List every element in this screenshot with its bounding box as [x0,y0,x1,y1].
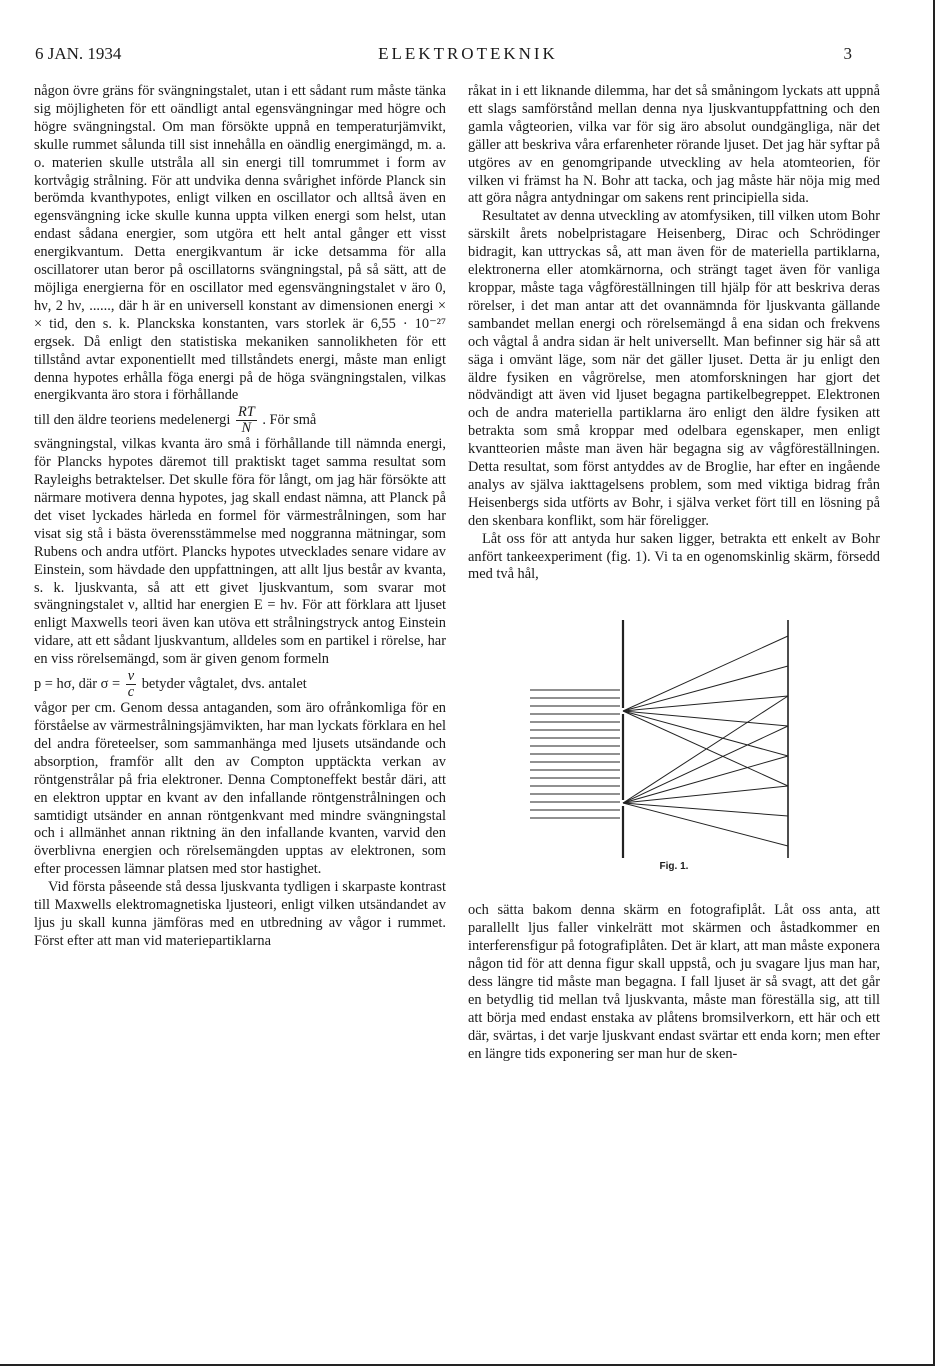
fraction-numerator: RT [237,404,255,421]
header-date: 6 JAN. 1934 [35,44,122,63]
text-span: betyder vågtalet, dvs. antalet [141,675,307,692]
paragraph: Resultatet av denna utveckling av atomfysiken, till vilken utom Bohr särskilt årets nobelpristagare Heisenberg, Dirac och Schrödinger bidragit, kan uttryckas så, att man även för de materiella partiklarna, elektronerna eller atomkärnorna, och strängt taget även för vanliga kroppar, måste taga vågföreställningen till hjälp för att beskriva deras rörelser, i det man antar att det ovannämnda för ljuskvanta gällande sambandet mellan energi och rörelsemängd å ena sidan och frekvens och vågtal å andra sidan är helt universellt. Man befinner sig här så att säga i omvänt läge, som när det gäller ljuset. Detta är ju enligt den äldre fysiken en vågrörelse, men atomforskningen har gjort det nödvändigt att även vid ljuset begagna partikelbegreppet. Elektronen och de andra materiella partiklarna äro enligt den äldre fysiken att betrakta som små kroppar med odelbara egenskaper, men enligt kvantteorien måste man även här begagna sig av vågföreställningen. Detta resultat, som först antyddes av de Broglie, har efter en ingående analys av själva iakttagelsens problem, som med viktiga bidrag från Heisenbergs sida utförts av Bohr, i själva verket fört till en lösning på den skenbara konflikt, som här föreligger. [468,208,880,529]
fraction-nu-over-c [126,669,136,700]
formula-line-medelenergi [34,405,446,436]
paragraph: Låt oss för att antyda hur saken ligger, betrakta ett enkelt av Bohr anfört tankeexperiment (fig. 1). Vi ta en ogenomskinlig skärm, försedd med två hål, [468,530,880,583]
parallel-light-rays [530,690,620,818]
paragraph: och sätta bakom denna skärm en fotografiplåt. Låt oss anta, att parallellt ljus faller vinkelrätt mot skärmen och åstadkommer en interferensfigur på fotografiplåten. Det är klart, att man måste exponera någon tid för att denna figur skall uppstå, och ju svagare ljus man har, dess längre tid måste man begagna. I fall ljuset är så svagt, att det går en betydlig tid mellan två ljuskvanta, måste man föreställa sig, att till att börja med endast enstaka av plåtens bromsilverkorn, ett här och ett där, svärtas, i det varje ljuskvant endast svärtar ett enda korn; men efter en längre tids exponering ser man hur de sken- [468,902,880,1062]
fraction-denominator: N [241,420,252,437]
fraction-rt-over-n [236,405,257,436]
fraction-denominator: c [127,684,135,701]
text-span: . För små [262,412,317,429]
text-span: p = hσ, där σ = [34,675,121,692]
paragraph: vågor per cm. Genom dessa antaganden, som äro ofrånkomliga för en förståelse av värmestrålningsjämvikten, har man lyckats förklara en hel del andra företeelser, som sammanhänga med ljusets utsändande och absorption, framför allt den av Compton upptäckta verkan av röntgenstrålar på fria elektroner. Denna Comptoneffekt består däri, att en elektron upptar en kvant av den infallande röntgenstrålningen och samtidigt utsänder en annan röntgenkvant med mindre svängningstal och i allmänhet annan riktning än den infallande kvanten, varvid den överblivna energien och rörelsemängden upptas av elektronen, som efter processen lämnar platsen med stor hastighet. [34,700,446,878]
paragraph: någon övre gräns för svängningstalet, utan i ett sådant rum måste tänka sig möjligheten för ett oändligt antal egensvängningar med högre och högre svängningstal. Om man försökte uppnå en temperaturjämvikt, skulle rummet sålunda till sist innehålla en oändlig energimängd, m. a. o. materien skulle utstråla all sin energi till tomrummet i form av kortvågig strålning. För att undvika denna svårighet införde Planck sin berömda kvanthypotes, enligt vilken en oscillator och alltså även en egensvängning icke skulle kunna uppta vilken energi som helst, utan endast sådana energier, som utgöra ett helt antal gånger ett visst energikvantum. Detta energikvantum är icke detsamma för alla oscillatorer utan beror på oscillatorns svängningstal, på så sätt, att de möjliga energierna för en oscillator med egensvängningstalet ν äro 0, hν, 2 hν, ......, där h är en universell konstant av dimensionen energi × × tid, den s. k. Planckska konstanten, vars storlek är 6,55 · 10⁻²⁷ ergsek. Då enligt den statistiska mekaniken sannolikheten för ett tillstånd avtar exponentiellt med tillståndets energi, måste man enligt denna hypotes erhålla föga energi på de höga svängningstalen, vilkas energikvanta äro stora i förhållande [34,83,446,404]
journal-title: ELEKTROTEKNIK [378,44,558,63]
paragraph: Vid första påseende stå dessa ljuskvanta tydligen i skarpaste kontrast till Maxwells elektromagnetiska ljusteori, enligt vilken utsändandet av ljus ju skall kunna jämföras med en utbredning av vågor i rummet. Först efter att man vid materiepartiklarna [34,879,446,949]
double-slit-diagram [468,606,880,866]
figure-1 [468,606,880,876]
paragraph: svängningstal, vilkas kvanta äro små i förhållande till nämnda energi, för Plancks hypotes däremot till praktiskt taget samma resultat som Rayleighs betraktelser. Det skulle föra för långt, om jag här försökte att närmare motivera denna hypotes, jag skall endast nämna, att Planck på det viset lyckades härleda en formel för värmestrålningen, som har visat sig stå i bästa överensstämmelse med noggranna mätningar, som Rubens och andra utfört. Plancks hypotes utvecklades senare vidare av Einstein, som hävdade den uppfattningen, att allt ljus består av kvanta, s. k. ljuskvanta, så att ett givet ljuskvantum, som svarar mot svängningstalet ν, alltid har energien E = hν. För att förklara att ljuset enligt Maxwells teori även kan utöva ett strålningstryck antog Einstein vidare, att ett sådant ljuskvantum, alldeles som en partikel i rörelse, har en viss rörelsemängd, som är given genom formeln [34,436,446,668]
running-head [0,44,936,68]
left-column [34,83,446,951]
formula-line-momentum [34,669,446,700]
fraction-numerator: ν [127,668,135,685]
paragraph: råkat in i ett liknande dilemma, har det så småningom lyckats att uppnå ett slags samförstånd mellan denna nya ljuskvantuppfattning och den gamla vågteorien, vilka var för sig äro absolut oundgängliga, när det gäller att beskriva våra erfarenheter rörande ljuset. Det jag här syftar på utgöres av en genomgripande utveckling av hela atomteorien, för vilken vi främst ha N. Bohr att tacka, och jag måste här nöja mig med att göra några antydningar om sakens rent principiella sida. [468,83,880,207]
figure-caption: Fig. 1. [659,861,689,873]
page-number: 3 [843,44,852,63]
right-column [468,83,880,1064]
text-span: till den äldre teoriens medelenergi [34,412,231,429]
